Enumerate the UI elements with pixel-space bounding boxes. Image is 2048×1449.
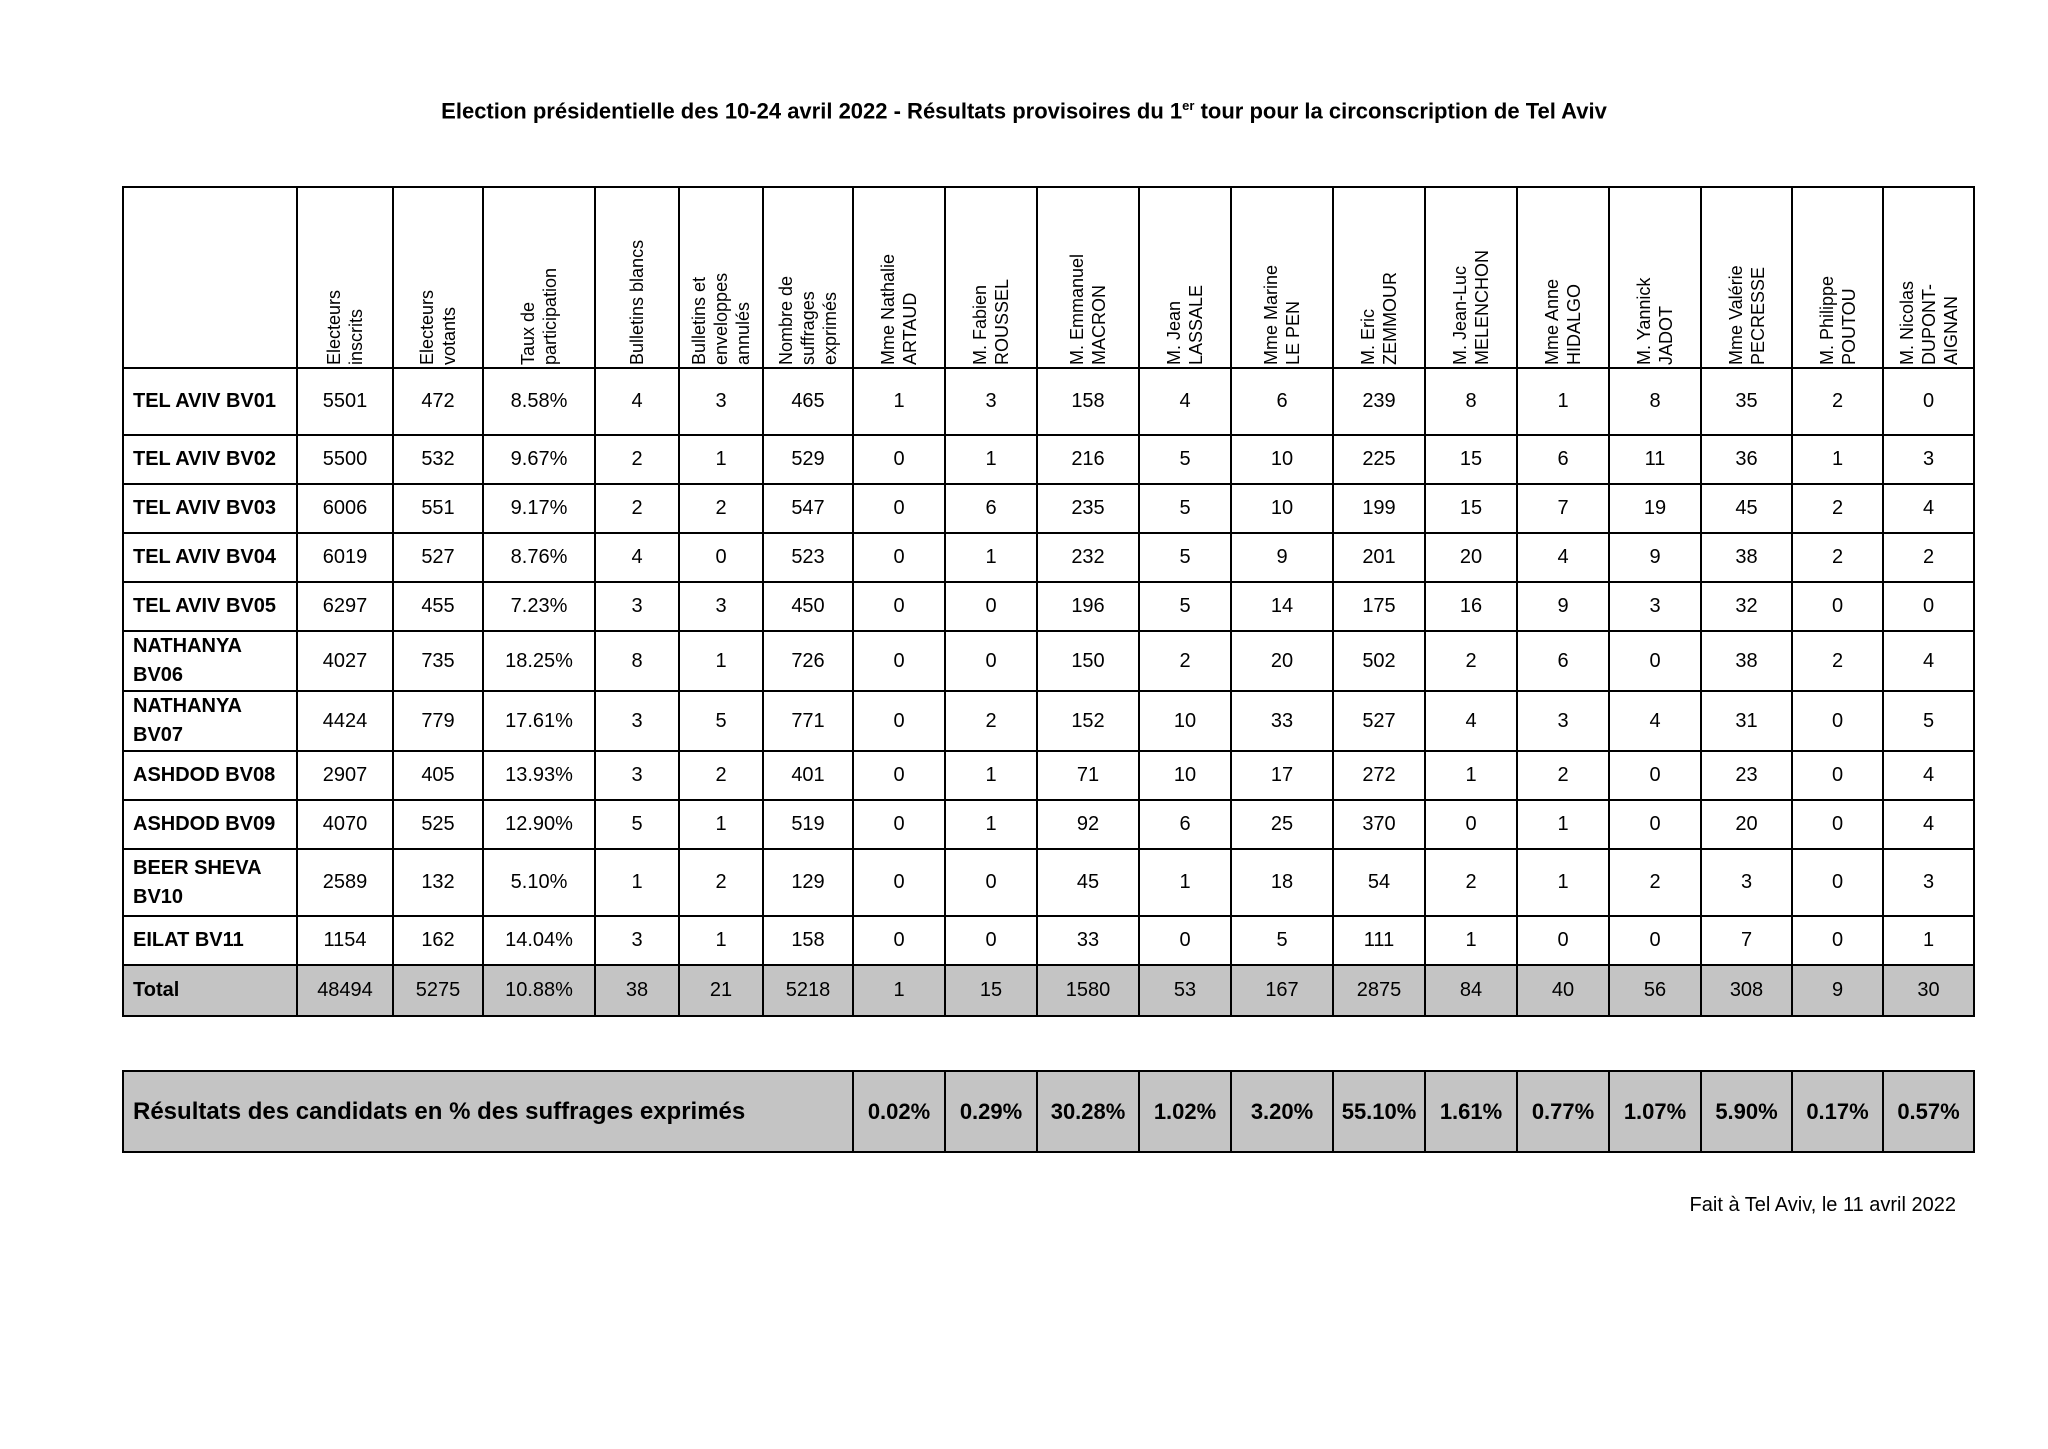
column-header-label: Taux de participation bbox=[518, 267, 560, 365]
table-cell: 0 bbox=[853, 582, 945, 631]
table-cell: 15 bbox=[1425, 435, 1517, 484]
signature-line: Fait à Tel Aviv, le 11 avril 2022 bbox=[1689, 1194, 1956, 1216]
table-cell: 0 bbox=[1792, 582, 1883, 631]
table-cell: 20 bbox=[1231, 631, 1333, 691]
column-header bbox=[853, 187, 945, 368]
table-cell: 232 bbox=[1037, 533, 1139, 582]
column-header-label: Mme Valérie PECRESSE bbox=[1725, 265, 1768, 365]
table-cell: 735 bbox=[393, 631, 483, 691]
table-cell: 8 bbox=[1609, 368, 1701, 435]
table-cell: 111 bbox=[1333, 916, 1425, 965]
column-header bbox=[763, 187, 853, 368]
table-cell: 4027 bbox=[297, 631, 393, 691]
table-cell: 5.10% bbox=[483, 849, 595, 916]
table-cell: 1 bbox=[1425, 916, 1517, 965]
table-cell: 2 bbox=[595, 435, 679, 484]
table-cell: 0 bbox=[1609, 631, 1701, 691]
table-cell: 2 bbox=[1609, 849, 1701, 916]
table-cell: 5 bbox=[1231, 916, 1333, 965]
column-header bbox=[393, 187, 483, 368]
table-cell: 31 bbox=[1701, 691, 1792, 751]
table-cell: 38 bbox=[1701, 533, 1792, 582]
column-header bbox=[1037, 187, 1139, 368]
table-cell: 1154 bbox=[297, 916, 393, 965]
candidate-percentage: 0.29% bbox=[945, 1071, 1037, 1152]
table-cell: 1 bbox=[945, 800, 1037, 849]
polling-station-row bbox=[123, 691, 1974, 751]
total-cell: 2875 bbox=[1333, 965, 1425, 1016]
table-cell: 0 bbox=[1609, 916, 1701, 965]
table-cell: 450 bbox=[763, 582, 853, 631]
polling-station-row bbox=[123, 368, 1974, 435]
header-corner bbox=[123, 187, 297, 368]
table-cell: 0 bbox=[945, 582, 1037, 631]
candidate-percentage: 0.77% bbox=[1517, 1071, 1609, 1152]
table-cell: 2 bbox=[1883, 533, 1974, 582]
percentages-row bbox=[123, 1071, 1974, 1152]
column-header bbox=[1425, 187, 1517, 368]
total-cell: 38 bbox=[595, 965, 679, 1016]
candidate-percentage: 0.57% bbox=[1883, 1071, 1974, 1152]
table-cell: 0 bbox=[853, 916, 945, 965]
table-cell: 502 bbox=[1333, 631, 1425, 691]
table-cell: 4 bbox=[1425, 691, 1517, 751]
table-cell: 5501 bbox=[297, 368, 393, 435]
table-cell: 2907 bbox=[297, 751, 393, 800]
table-cell: 1 bbox=[679, 800, 763, 849]
polling-station-row bbox=[123, 849, 1974, 916]
table-cell: 0 bbox=[1883, 582, 1974, 631]
candidate-percentage: 3.20% bbox=[1231, 1071, 1333, 1152]
table-cell: 0 bbox=[853, 435, 945, 484]
polling-station-name: NATHANYA BV06 bbox=[123, 631, 297, 691]
table-cell: 405 bbox=[393, 751, 483, 800]
candidate-percentage: 55.10% bbox=[1333, 1071, 1425, 1152]
table-cell: 4070 bbox=[297, 800, 393, 849]
total-row bbox=[123, 965, 1974, 1016]
table-cell: 0 bbox=[945, 849, 1037, 916]
table-cell: 0 bbox=[679, 533, 763, 582]
table-cell: 2 bbox=[1792, 484, 1883, 533]
table-cell: 2 bbox=[1792, 368, 1883, 435]
column-header-label: M. Jean-Luc MELENCHON bbox=[1450, 249, 1492, 365]
polling-station-name: ASHDOD BV09 bbox=[123, 800, 297, 849]
table-cell: 0 bbox=[853, 533, 945, 582]
column-header-label: Bulletins et enveloppes annulés bbox=[689, 272, 753, 365]
column-header bbox=[595, 187, 679, 368]
total-cell: 56 bbox=[1609, 965, 1701, 1016]
table-cell: 2 bbox=[679, 484, 763, 533]
table-cell: 2 bbox=[1425, 849, 1517, 916]
table-cell: 0 bbox=[853, 800, 945, 849]
results-table bbox=[122, 186, 1975, 1017]
table-cell: 20 bbox=[1701, 800, 1792, 849]
table-cell: 32 bbox=[1701, 582, 1792, 631]
header-row bbox=[123, 187, 1974, 368]
table-cell: 33 bbox=[1231, 691, 1333, 751]
table-cell: 771 bbox=[763, 691, 853, 751]
table-cell: 1 bbox=[679, 631, 763, 691]
table-cell: 25 bbox=[1231, 800, 1333, 849]
table-cell: 6 bbox=[945, 484, 1037, 533]
column-header-label: Mme Marine LE PEN bbox=[1261, 264, 1303, 365]
column-header-label: Electeurs inscrits bbox=[324, 289, 366, 365]
table-cell: 4 bbox=[1883, 800, 1974, 849]
table-cell: 3 bbox=[1609, 582, 1701, 631]
column-header-label: Mme Nathalie ARTAUD bbox=[878, 253, 920, 365]
polling-station-name: EILAT BV11 bbox=[123, 916, 297, 965]
polling-station-row bbox=[123, 800, 1974, 849]
table-cell: 18 bbox=[1231, 849, 1333, 916]
table-cell: 8.76% bbox=[483, 533, 595, 582]
total-cell: 48494 bbox=[297, 965, 393, 1016]
table-cell: 272 bbox=[1333, 751, 1425, 800]
table-cell: 17.61% bbox=[483, 691, 595, 751]
table-cell: 0 bbox=[853, 484, 945, 533]
table-cell: 9.17% bbox=[483, 484, 595, 533]
table-cell: 1 bbox=[595, 849, 679, 916]
polling-station-row bbox=[123, 751, 1974, 800]
candidate-percentage: 1.02% bbox=[1139, 1071, 1231, 1152]
table-cell: 6297 bbox=[297, 582, 393, 631]
table-cell: 1 bbox=[945, 533, 1037, 582]
table-cell: 13.93% bbox=[483, 751, 595, 800]
table-cell: 2 bbox=[679, 849, 763, 916]
table-cell: 6 bbox=[1231, 368, 1333, 435]
table-cell: 3 bbox=[1701, 849, 1792, 916]
table-cell: 9 bbox=[1517, 582, 1609, 631]
table-cell: 6 bbox=[1517, 435, 1609, 484]
table-cell: 1 bbox=[945, 435, 1037, 484]
table-cell: 0 bbox=[1609, 751, 1701, 800]
table-cell: 17 bbox=[1231, 751, 1333, 800]
table-cell: 455 bbox=[393, 582, 483, 631]
table-cell: 0 bbox=[1792, 800, 1883, 849]
total-cell: 30 bbox=[1883, 965, 1974, 1016]
table-cell: 1 bbox=[1517, 849, 1609, 916]
total-cell: 53 bbox=[1139, 965, 1231, 1016]
table-cell: 519 bbox=[763, 800, 853, 849]
table-cell: 14 bbox=[1231, 582, 1333, 631]
table-cell: 3 bbox=[595, 582, 679, 631]
table-cell: 6 bbox=[1139, 800, 1231, 849]
table-cell: 3 bbox=[1883, 849, 1974, 916]
column-header-label: M. Emmanuel MACRON bbox=[1067, 253, 1109, 365]
polling-station-row bbox=[123, 631, 1974, 691]
total-cell: 167 bbox=[1231, 965, 1333, 1016]
table-cell: 2 bbox=[679, 751, 763, 800]
table-cell: 0 bbox=[853, 691, 945, 751]
table-cell: 0 bbox=[853, 631, 945, 691]
table-cell: 7.23% bbox=[483, 582, 595, 631]
table-cell: 19 bbox=[1609, 484, 1701, 533]
column-header-label: Mme Anne HIDALGO bbox=[1542, 278, 1584, 365]
table-cell: 1 bbox=[1792, 435, 1883, 484]
table-cell: 235 bbox=[1037, 484, 1139, 533]
total-cell: 10.88% bbox=[483, 965, 595, 1016]
table-cell: 2 bbox=[1517, 751, 1609, 800]
table-cell: 551 bbox=[393, 484, 483, 533]
table-cell: 45 bbox=[1037, 849, 1139, 916]
table-cell: 3 bbox=[595, 751, 679, 800]
table-cell: 175 bbox=[1333, 582, 1425, 631]
table-cell: 0 bbox=[1792, 691, 1883, 751]
total-cell: 5218 bbox=[763, 965, 853, 1016]
column-header bbox=[1701, 187, 1792, 368]
page-title bbox=[0, 98, 2048, 124]
table-cell: 532 bbox=[393, 435, 483, 484]
polling-station-row bbox=[123, 435, 1974, 484]
title-superscript: er bbox=[1182, 98, 1195, 113]
table-cell: 5 bbox=[1139, 582, 1231, 631]
table-cell: 4 bbox=[1517, 533, 1609, 582]
table-cell: 523 bbox=[763, 533, 853, 582]
table-cell: 2 bbox=[1792, 533, 1883, 582]
table-cell: 71 bbox=[1037, 751, 1139, 800]
column-header bbox=[1333, 187, 1425, 368]
table-cell: 10 bbox=[1139, 751, 1231, 800]
table-cell: 1 bbox=[1425, 751, 1517, 800]
column-header bbox=[1231, 187, 1333, 368]
table-cell: 472 bbox=[393, 368, 483, 435]
total-label: Total bbox=[123, 965, 297, 1016]
candidate-percentage: 1.61% bbox=[1425, 1071, 1517, 1152]
table-cell: 0 bbox=[1609, 800, 1701, 849]
column-header-label: M. Jean LASSALE bbox=[1164, 284, 1206, 365]
table-cell: 5 bbox=[1139, 533, 1231, 582]
table-cell: 527 bbox=[393, 533, 483, 582]
table-cell: 726 bbox=[763, 631, 853, 691]
table-cell: 38 bbox=[1701, 631, 1792, 691]
table-cell: 201 bbox=[1333, 533, 1425, 582]
polling-station-row bbox=[123, 533, 1974, 582]
table-cell: 2589 bbox=[297, 849, 393, 916]
polling-station-name: TEL AVIV BV03 bbox=[123, 484, 297, 533]
polling-station-name: NATHANYA BV07 bbox=[123, 691, 297, 751]
table-cell: 14.04% bbox=[483, 916, 595, 965]
table-cell: 3 bbox=[595, 916, 679, 965]
column-header bbox=[679, 187, 763, 368]
column-header-label: M. Yannick JADOT bbox=[1634, 277, 1676, 365]
polling-station-name: TEL AVIV BV04 bbox=[123, 533, 297, 582]
total-cell: 5275 bbox=[393, 965, 483, 1016]
table-cell: 5 bbox=[595, 800, 679, 849]
table-cell: 158 bbox=[1037, 368, 1139, 435]
table-cell: 5 bbox=[679, 691, 763, 751]
table-cell: 0 bbox=[853, 849, 945, 916]
table-cell: 2 bbox=[1139, 631, 1231, 691]
table-cell: 0 bbox=[945, 631, 1037, 691]
total-cell: 84 bbox=[1425, 965, 1517, 1016]
table-cell: 15 bbox=[1425, 484, 1517, 533]
table-cell: 5500 bbox=[297, 435, 393, 484]
candidate-percentage: 1.07% bbox=[1609, 1071, 1701, 1152]
title-main: Election présidentielle des 10-24 avril 2022 - Résultats provisoires du 1 bbox=[441, 98, 1183, 124]
total-cell: 308 bbox=[1701, 965, 1792, 1016]
table-cell: 465 bbox=[763, 368, 853, 435]
table-cell: 7 bbox=[1701, 916, 1792, 965]
table-cell: 2 bbox=[945, 691, 1037, 751]
table-cell: 92 bbox=[1037, 800, 1139, 849]
table-cell: 2 bbox=[595, 484, 679, 533]
table-cell: 8 bbox=[1425, 368, 1517, 435]
total-cell: 1580 bbox=[1037, 965, 1139, 1016]
table-cell: 199 bbox=[1333, 484, 1425, 533]
candidate-percentage: 30.28% bbox=[1037, 1071, 1139, 1152]
table-cell: 9 bbox=[1609, 533, 1701, 582]
table-cell: 0 bbox=[1517, 916, 1609, 965]
table-cell: 401 bbox=[763, 751, 853, 800]
table-cell: 10 bbox=[1231, 484, 1333, 533]
table-cell: 20 bbox=[1425, 533, 1517, 582]
table-cell: 54 bbox=[1333, 849, 1425, 916]
column-header-label: M. Nicolas DUPONT- AIGNAN bbox=[1896, 280, 1961, 365]
candidate-percentage: 5.90% bbox=[1701, 1071, 1792, 1152]
table-cell: 4 bbox=[1883, 631, 1974, 691]
table-cell: 3 bbox=[679, 368, 763, 435]
table-cell: 23 bbox=[1701, 751, 1792, 800]
table-cell: 33 bbox=[1037, 916, 1139, 965]
table-cell: 152 bbox=[1037, 691, 1139, 751]
table-cell: 35 bbox=[1701, 368, 1792, 435]
table-cell: 5 bbox=[1139, 484, 1231, 533]
column-header bbox=[483, 187, 595, 368]
column-header bbox=[1792, 187, 1883, 368]
table-cell: 10 bbox=[1139, 691, 1231, 751]
polling-station-name: TEL AVIV BV02 bbox=[123, 435, 297, 484]
candidate-percentage: 0.02% bbox=[853, 1071, 945, 1152]
polling-station-name: TEL AVIV BV05 bbox=[123, 582, 297, 631]
table-cell: 4 bbox=[595, 533, 679, 582]
total-cell: 15 bbox=[945, 965, 1037, 1016]
table-cell: 0 bbox=[945, 916, 1037, 965]
table-cell: 225 bbox=[1333, 435, 1425, 484]
table-cell: 4 bbox=[1139, 368, 1231, 435]
table-cell: 7 bbox=[1517, 484, 1609, 533]
table-cell: 16 bbox=[1425, 582, 1517, 631]
table-cell: 1 bbox=[1139, 849, 1231, 916]
table-cell: 162 bbox=[393, 916, 483, 965]
table-cell: 129 bbox=[763, 849, 853, 916]
table-cell: 12.90% bbox=[483, 800, 595, 849]
candidate-percentage: 0.17% bbox=[1792, 1071, 1883, 1152]
table-cell: 6 bbox=[1517, 631, 1609, 691]
column-header-label: Bulletins blancs bbox=[627, 239, 647, 365]
table-cell: 6019 bbox=[297, 533, 393, 582]
table-cell: 0 bbox=[1792, 849, 1883, 916]
polling-station-name: ASHDOD BV08 bbox=[123, 751, 297, 800]
polling-station-row bbox=[123, 484, 1974, 533]
table-cell: 132 bbox=[393, 849, 483, 916]
table-cell: 1 bbox=[1517, 368, 1609, 435]
table-cell: 239 bbox=[1333, 368, 1425, 435]
column-header bbox=[1139, 187, 1231, 368]
table-cell: 4 bbox=[595, 368, 679, 435]
table-cell: 10 bbox=[1231, 435, 1333, 484]
table-cell: 0 bbox=[1792, 916, 1883, 965]
column-header bbox=[945, 187, 1037, 368]
column-header-label: M. Fabien ROUSSEL bbox=[970, 278, 1012, 365]
table-cell: 45 bbox=[1701, 484, 1792, 533]
column-header-label: M. Eric ZEMMOUR bbox=[1358, 272, 1400, 365]
title-suffix: tour pour la circonscription de Tel Aviv bbox=[1194, 98, 1607, 124]
column-header-label: Electeurs votants bbox=[417, 289, 459, 365]
table-cell: 1 bbox=[853, 368, 945, 435]
table-cell: 0 bbox=[853, 751, 945, 800]
table-cell: 5 bbox=[1139, 435, 1231, 484]
table-cell: 6006 bbox=[297, 484, 393, 533]
table-cell: 36 bbox=[1701, 435, 1792, 484]
table-cell: 1 bbox=[679, 435, 763, 484]
table-cell: 150 bbox=[1037, 631, 1139, 691]
total-cell: 21 bbox=[679, 965, 763, 1016]
table-cell: 527 bbox=[1333, 691, 1425, 751]
table-cell: 3 bbox=[945, 368, 1037, 435]
polling-station-name: BEER SHEVA BV10 bbox=[123, 849, 297, 916]
table-cell: 4 bbox=[1609, 691, 1701, 751]
table-cell: 370 bbox=[1333, 800, 1425, 849]
table-cell: 529 bbox=[763, 435, 853, 484]
table-cell: 0 bbox=[1792, 751, 1883, 800]
column-header bbox=[1517, 187, 1609, 368]
table-cell: 547 bbox=[763, 484, 853, 533]
table-cell: 3 bbox=[679, 582, 763, 631]
table-cell: 1 bbox=[1517, 800, 1609, 849]
polling-station-row bbox=[123, 916, 1974, 965]
table-cell: 8 bbox=[595, 631, 679, 691]
table-cell: 1 bbox=[1883, 916, 1974, 965]
table-cell: 779 bbox=[393, 691, 483, 751]
table-cell: 0 bbox=[1883, 368, 1974, 435]
table-cell: 2 bbox=[1792, 631, 1883, 691]
percentages-label: Résultats des candidats en % des suffrages exprimés bbox=[123, 1071, 853, 1152]
table-cell: 0 bbox=[1139, 916, 1231, 965]
total-cell: 9 bbox=[1792, 965, 1883, 1016]
table-cell: 18.25% bbox=[483, 631, 595, 691]
column-header bbox=[1609, 187, 1701, 368]
column-header-label: M. Philippe POUTOU bbox=[1816, 275, 1859, 365]
table-cell: 525 bbox=[393, 800, 483, 849]
table-cell: 2 bbox=[1425, 631, 1517, 691]
candidate-percentages-table bbox=[122, 1070, 1975, 1153]
column-header bbox=[1883, 187, 1974, 368]
table-cell: 1 bbox=[945, 751, 1037, 800]
table-cell: 11 bbox=[1609, 435, 1701, 484]
table-cell: 4424 bbox=[297, 691, 393, 751]
table-cell: 3 bbox=[1883, 435, 1974, 484]
table-cell: 196 bbox=[1037, 582, 1139, 631]
table-cell: 4 bbox=[1883, 751, 1974, 800]
table-cell: 8.58% bbox=[483, 368, 595, 435]
table-cell: 3 bbox=[1517, 691, 1609, 751]
polling-station-name: TEL AVIV BV01 bbox=[123, 368, 297, 435]
table-cell: 9.67% bbox=[483, 435, 595, 484]
table-cell: 216 bbox=[1037, 435, 1139, 484]
table-cell: 9 bbox=[1231, 533, 1333, 582]
table-cell: 1 bbox=[679, 916, 763, 965]
polling-station-row bbox=[123, 582, 1974, 631]
table-cell: 4 bbox=[1883, 484, 1974, 533]
total-cell: 1 bbox=[853, 965, 945, 1016]
total-cell: 40 bbox=[1517, 965, 1609, 1016]
column-header bbox=[297, 187, 393, 368]
column-header-label: Nombre de suffrages exprimés bbox=[776, 275, 840, 365]
table-cell: 3 bbox=[595, 691, 679, 751]
table-cell: 5 bbox=[1883, 691, 1974, 751]
table-cell: 158 bbox=[763, 916, 853, 965]
table-cell: 0 bbox=[1425, 800, 1517, 849]
